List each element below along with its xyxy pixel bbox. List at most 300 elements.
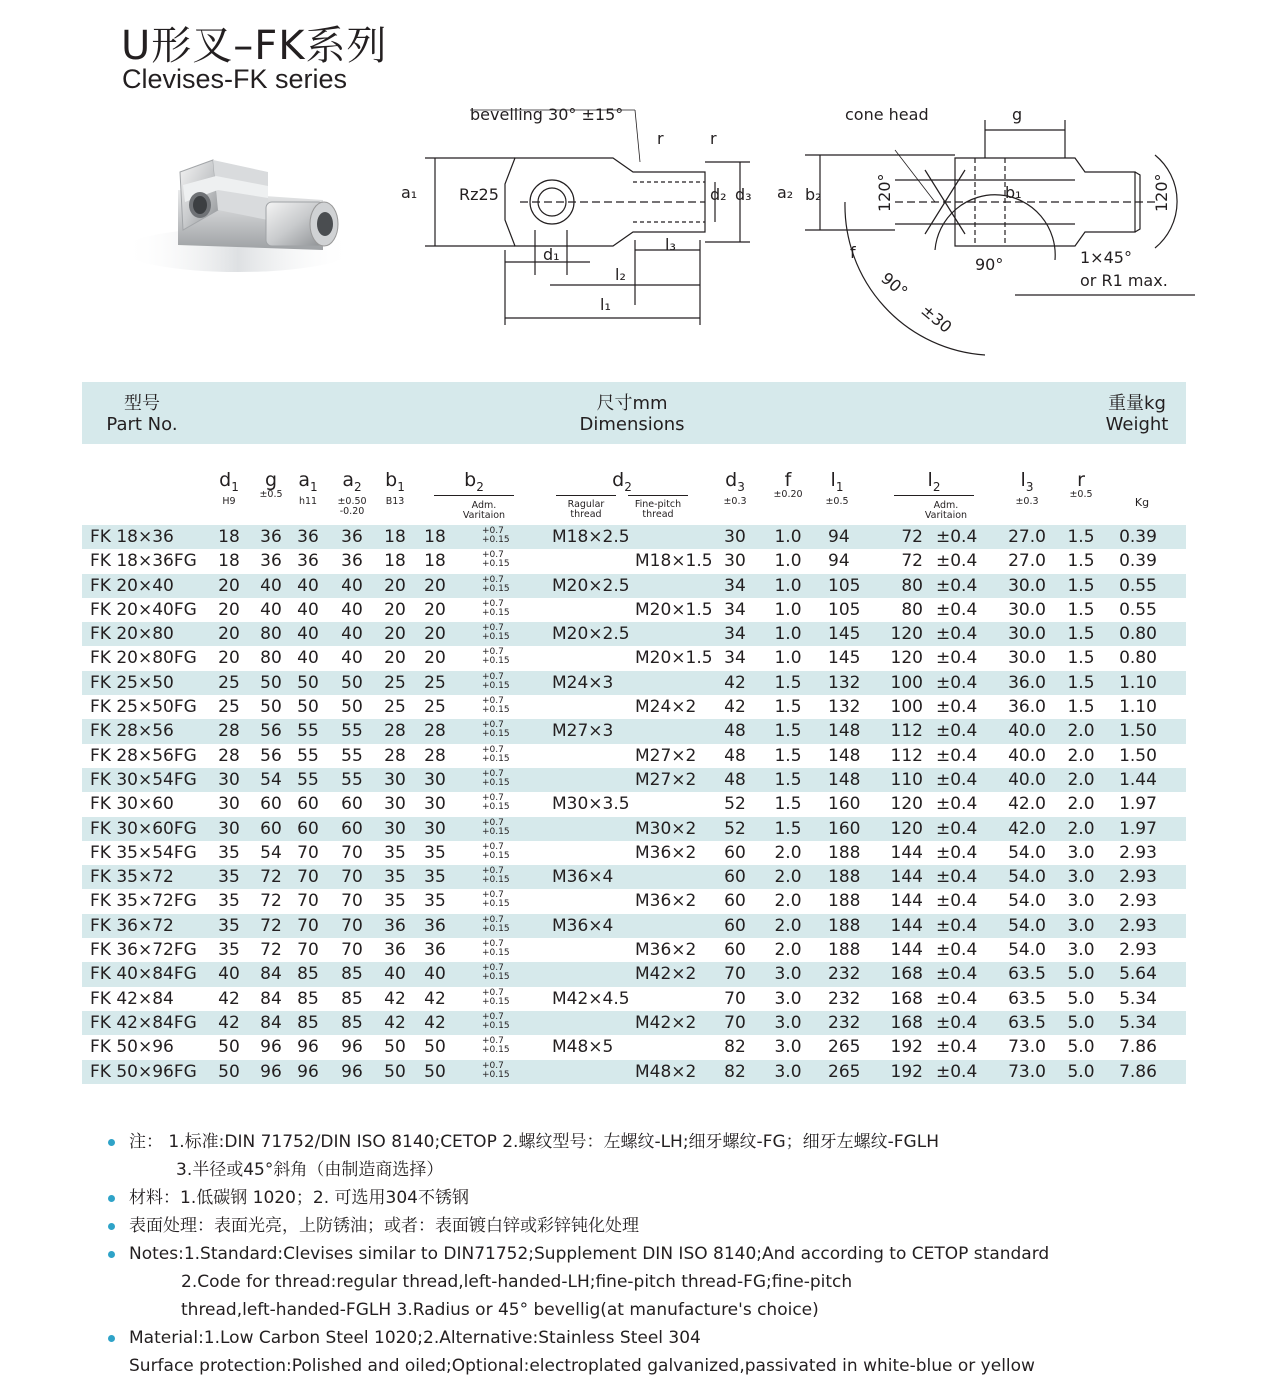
cell-b1: 50: [384, 1037, 406, 1058]
label-b2: b₂: [805, 185, 822, 204]
note-line: [108, 1268, 1208, 1296]
cell-a1: 60: [297, 794, 319, 815]
cell-a1: 55: [297, 769, 319, 790]
cell-l2tol: ±0.4: [936, 575, 978, 596]
cell-l1: 188: [828, 940, 861, 961]
cell-l2tol: ±0.4: [936, 842, 978, 863]
cell-b2-tolerance: [482, 648, 510, 666]
cell-l3: 42.0: [1008, 818, 1046, 839]
table-row: [82, 671, 1186, 695]
table-row: [82, 914, 1186, 938]
b2-tol-minus: +0.15: [482, 1020, 510, 1031]
cell-r: 2.0: [1067, 769, 1095, 790]
cell-pn: FK 30×60: [90, 794, 174, 815]
cell-f: 2.0: [774, 940, 802, 961]
cell-a1: 50: [297, 697, 319, 718]
cell-b2-tolerance: [482, 600, 510, 618]
table-row: [82, 622, 1186, 646]
cell-b2-tolerance: [482, 770, 510, 788]
cell-l3: 40.0: [1008, 769, 1046, 790]
cell-fine: M20×1.5: [635, 648, 713, 669]
label-a2: a₂: [777, 183, 794, 202]
part-no-cn: 型号: [124, 393, 160, 414]
cell-l3: 27.0: [1008, 551, 1046, 572]
cell-l2: 80: [901, 599, 923, 620]
cell-l3: 30.0: [1008, 624, 1046, 645]
cell-g: 80: [260, 648, 282, 669]
b2-tol-minus: +0.15: [482, 777, 510, 788]
cell-pn: FK 20×40: [90, 575, 174, 596]
col-a1: $a_1$ h11: [298, 469, 318, 507]
cell-d3: 48: [724, 769, 746, 790]
cell-l1: 188: [828, 867, 861, 888]
cell-kg: 1.50: [1119, 721, 1157, 742]
cell-a1: 40: [297, 599, 319, 620]
cell-f: 1.0: [774, 527, 802, 547]
b2-tol-plus: +0.7: [482, 1011, 504, 1022]
note-line: [108, 1184, 1208, 1212]
cell-b2-tolerance: [482, 576, 510, 594]
notes-section: [108, 1128, 1208, 1380]
cell-l1: 148: [828, 769, 861, 790]
cell-kg: 2.93: [1119, 891, 1157, 912]
cell-l2: 168: [890, 964, 923, 985]
cell-b2: 50: [424, 1037, 446, 1058]
cell-b2: 42: [424, 988, 446, 1009]
cell-g: 56: [260, 721, 282, 742]
cell-f: 1.5: [774, 697, 802, 718]
cell-b2-tolerance: [482, 1037, 510, 1055]
cell-l1: 105: [828, 599, 861, 620]
technical-drawing: [395, 100, 1215, 360]
cell-b2: 36: [424, 915, 446, 936]
cell-l3: 30.0: [1008, 599, 1046, 620]
cell-a2: 85: [341, 988, 363, 1009]
cell-reg: M27×3: [552, 721, 614, 742]
cell-b2-tolerance: [482, 673, 510, 691]
cell-d1: 28: [218, 745, 240, 766]
cell-fine: M18×1.5: [635, 551, 713, 572]
cell-l3: 54.0: [1008, 891, 1046, 912]
cell-d1: 35: [218, 940, 240, 961]
cell-b1: 50: [384, 1061, 406, 1082]
cell-l3: 63.5: [1008, 1012, 1046, 1033]
cell-g: 84: [260, 1012, 282, 1033]
cell-d1: 50: [218, 1061, 240, 1082]
cell-l3: 63.5: [1008, 964, 1046, 985]
cell-b2-tolerance: [482, 794, 510, 812]
cell-a2: 55: [341, 745, 363, 766]
cell-b2-tolerance: [482, 721, 510, 739]
note-text: 2.Code for thread:regular thread,left-handed-LH;fine-pitch thread-FG;fine-pitch: [181, 1272, 853, 1292]
note-text: Notes:1.Standard:Clevises similar to DIN71752;Supplement DIN ISO 8140;And according to CETOP standard: [129, 1244, 1050, 1264]
cell-pn: FK 20×80FG: [90, 648, 197, 669]
b2-tol-plus: +0.7: [482, 768, 504, 779]
cell-b2-tolerance: [482, 891, 510, 909]
cell-l2tol: ±0.4: [936, 697, 978, 718]
cell-a2: 60: [341, 794, 363, 815]
cell-d1: 30: [218, 818, 240, 839]
cell-l2: 72: [901, 551, 923, 572]
b2-tol-minus: +0.15: [482, 850, 510, 861]
cell-kg: 2.93: [1119, 842, 1157, 863]
cell-a1: 55: [297, 745, 319, 766]
cell-f: 2.0: [774, 891, 802, 912]
cell-reg: M48×5: [552, 1037, 614, 1058]
cell-g: 40: [260, 599, 282, 620]
b2-tol-minus: +0.15: [482, 656, 510, 667]
cell-f: 2.0: [774, 915, 802, 936]
table-row: [82, 1060, 1186, 1084]
label-a1: a₁: [401, 183, 418, 202]
cell-d3: 30: [724, 551, 746, 572]
cell-b1: 36: [384, 915, 406, 936]
b2-tol-plus: +0.7: [482, 914, 504, 925]
cell-d1: 25: [218, 697, 240, 718]
cell-l2: 144: [890, 842, 923, 863]
cell-b2-tolerance: [482, 1062, 510, 1080]
cell-b2-tolerance: [482, 916, 510, 934]
cell-a2: 55: [341, 721, 363, 742]
b2-tol-minus: +0.15: [482, 972, 510, 983]
cell-g: 36: [260, 527, 282, 547]
cell-l1: 232: [828, 964, 861, 985]
table-row: [82, 792, 1186, 816]
cell-l3: 73.0: [1008, 1037, 1046, 1058]
cell-l2tol: ±0.4: [936, 940, 978, 961]
cell-fine: M42×2: [635, 964, 697, 985]
cell-l3: 73.0: [1008, 1061, 1046, 1082]
cell-l2: 192: [890, 1061, 923, 1082]
cell-kg: 2.93: [1119, 867, 1157, 888]
table-row: [82, 938, 1186, 962]
cell-l3: 36.0: [1008, 672, 1046, 693]
label-chamfer-2: or R1 max.: [1080, 271, 1168, 290]
cell-b1: 30: [384, 794, 406, 815]
cell-pn: FK 50×96: [90, 1037, 174, 1058]
cell-l2tol: ±0.4: [936, 1012, 978, 1033]
cell-l2tol: ±0.4: [936, 794, 978, 815]
cell-kg: 5.34: [1119, 1012, 1157, 1033]
cell-l3: 36.0: [1008, 697, 1046, 718]
cell-b1: 20: [384, 624, 406, 645]
cell-b2: 20: [424, 599, 446, 620]
cell-pn: FK 50×96FG: [90, 1061, 197, 1082]
label-cone-head: cone head: [845, 105, 929, 124]
label-90-mid: 90°: [975, 255, 1004, 274]
cell-d3: 60: [724, 940, 746, 961]
cell-kg: 1.44: [1119, 769, 1157, 790]
b2-tol-minus: +0.15: [482, 583, 510, 594]
cell-g: 80: [260, 624, 282, 645]
cell-g: 96: [260, 1061, 282, 1082]
b2-tol-minus: +0.15: [482, 996, 510, 1007]
cell-r: 1.5: [1067, 599, 1095, 620]
cell-a1: 60: [297, 818, 319, 839]
cell-l3: 30.0: [1008, 575, 1046, 596]
cell-l2tol: ±0.4: [936, 551, 978, 572]
cell-pn: FK 30×60FG: [90, 818, 197, 839]
cell-pn: FK 42×84: [90, 988, 174, 1009]
cell-kg: 1.50: [1119, 745, 1157, 766]
cell-g: 56: [260, 745, 282, 766]
cell-r: 1.5: [1067, 551, 1095, 572]
cell-a2: 70: [341, 940, 363, 961]
cell-d3: 82: [724, 1061, 746, 1082]
cell-d1: 50: [218, 1037, 240, 1058]
cell-g: 54: [260, 769, 282, 790]
cell-l2: 120: [890, 648, 923, 669]
cell-a2: 85: [341, 1012, 363, 1033]
cell-fine: M36×2: [635, 940, 697, 961]
cell-f: 1.5: [774, 745, 802, 766]
note-line: [108, 1128, 1208, 1156]
cell-a1: 40: [297, 648, 319, 669]
note-text: 3.半径或45°斜角（由制造商选择）: [176, 1160, 444, 1180]
cell-fine: M30×2: [635, 818, 697, 839]
b2-tol-minus: +0.15: [482, 1045, 510, 1056]
cell-r: 3.0: [1067, 940, 1095, 961]
cell-d3: 52: [724, 818, 746, 839]
cell-a1: 85: [297, 988, 319, 1009]
cell-pn: FK 35×54FG: [90, 842, 197, 863]
cell-g: 40: [260, 575, 282, 596]
cell-l2tol: ±0.4: [936, 624, 978, 645]
cell-b2-tolerance: [482, 867, 510, 885]
cell-a1: 55: [297, 721, 319, 742]
cell-b2: 28: [424, 721, 446, 742]
cell-a2: 55: [341, 769, 363, 790]
cell-fine: M27×2: [635, 745, 697, 766]
cell-g: 50: [260, 697, 282, 718]
cell-r: 5.0: [1067, 1037, 1095, 1058]
note-line: [108, 1156, 1208, 1184]
cell-b2: 30: [424, 794, 446, 815]
cell-l3: 27.0: [1008, 527, 1046, 547]
b2-tol-minus: +0.15: [482, 753, 510, 764]
cell-d3: 34: [724, 575, 746, 596]
cell-b2: 25: [424, 672, 446, 693]
note-text: 表面处理：表面光亮，上防锈油；或者：表面镀白锌或彩锌钝化处理: [129, 1216, 639, 1236]
cell-d1: 20: [218, 648, 240, 669]
cell-d3: 30: [724, 527, 746, 547]
page-title-en: Clevises-FK series: [122, 64, 348, 94]
cell-r: 5.0: [1067, 964, 1095, 985]
cell-kg: 1.97: [1119, 818, 1157, 839]
cell-d3: 60: [724, 915, 746, 936]
cell-d1: 20: [218, 599, 240, 620]
cell-f: 2.0: [774, 842, 802, 863]
col-l3: $l_3$ ±0.3: [1015, 469, 1039, 507]
cell-d1: 35: [218, 867, 240, 888]
b2-tol-plus: +0.7: [482, 696, 504, 707]
cell-l2: 192: [890, 1037, 923, 1058]
b2-tol-plus: +0.7: [482, 598, 504, 609]
cell-a2: 36: [341, 527, 363, 547]
col-r: r ±0.5: [1069, 469, 1093, 500]
label-g: g: [1012, 105, 1023, 124]
cell-d1: 40: [218, 964, 240, 985]
cell-pn: FK 25×50: [90, 672, 174, 693]
cell-a2: 96: [341, 1061, 363, 1082]
label-l3: l₃: [665, 235, 676, 254]
cell-pn: FK 40×84FG: [90, 964, 197, 985]
cell-d1: 35: [218, 915, 240, 936]
cell-a1: 36: [297, 551, 319, 572]
cell-pn: FK 25×50FG: [90, 697, 197, 718]
cell-reg: M36×4: [552, 867, 614, 888]
label-d3: d₃: [735, 185, 752, 204]
col-b2: $b_2$ Adm. Varitaion: [434, 470, 514, 521]
cell-l2tol: ±0.4: [936, 964, 978, 985]
cell-a1: 96: [297, 1037, 319, 1058]
cell-pn: FK 36×72FG: [90, 940, 197, 961]
col-d2: $d_2$ Ragular thread Fine-pitch thread: [556, 470, 688, 501]
cell-d3: 48: [724, 721, 746, 742]
cell-a2: 70: [341, 867, 363, 888]
b2-tol-plus: +0.7: [482, 623, 504, 634]
cell-a2: 60: [341, 818, 363, 839]
cell-l1: 160: [828, 818, 861, 839]
col-l1: $l_1$ ±0.5: [825, 469, 849, 507]
cell-b1: 20: [384, 648, 406, 669]
cell-b2: 36: [424, 940, 446, 961]
column-symbols-header: [82, 470, 1186, 524]
cell-a2: 50: [341, 697, 363, 718]
cell-r: 1.5: [1067, 527, 1095, 547]
cell-b1: 18: [384, 527, 406, 547]
cell-kg: 0.55: [1119, 599, 1157, 620]
cell-l2: 144: [890, 891, 923, 912]
b2-tol-plus: +0.7: [482, 647, 504, 658]
b2-tol-plus: +0.7: [482, 987, 504, 998]
cell-f: 3.0: [774, 964, 802, 985]
table-row: [82, 744, 1186, 768]
cell-a2: 96: [341, 1037, 363, 1058]
table-row: [82, 817, 1186, 841]
bullet-icon: [108, 1195, 115, 1202]
cell-d1: 25: [218, 672, 240, 693]
cell-b2-tolerance: [482, 746, 510, 764]
cell-b2-tolerance: [482, 964, 510, 982]
cell-b2: 40: [424, 964, 446, 985]
cell-r: 1.5: [1067, 697, 1095, 718]
cell-b1: 35: [384, 891, 406, 912]
label-d2: d₂: [710, 185, 727, 204]
cell-d3: 60: [724, 891, 746, 912]
table-header-band: [82, 382, 1186, 444]
col-b1: $b_1$ B13: [385, 469, 405, 507]
cell-r: 5.0: [1067, 988, 1095, 1009]
dimensions-en: Dimensions: [579, 414, 685, 435]
cell-b2: 18: [424, 551, 446, 572]
cell-l2tol: ±0.4: [936, 1061, 978, 1082]
cell-d3: 34: [724, 624, 746, 645]
b2-tol-minus: +0.15: [482, 729, 510, 740]
label-chamfer-1: 1×45°: [1080, 248, 1132, 267]
table-row: [82, 574, 1186, 598]
cell-l1: 265: [828, 1061, 861, 1082]
part-no-en: Part No.: [106, 414, 178, 435]
cell-l2: 120: [890, 624, 923, 645]
cell-l2tol: ±0.4: [936, 769, 978, 790]
cell-g: 72: [260, 891, 282, 912]
b2-tol-plus: +0.7: [482, 550, 504, 561]
cell-g: 60: [260, 794, 282, 815]
col-kg: Kg: [1134, 496, 1150, 509]
cell-pn: FK 20×40FG: [90, 599, 197, 620]
cell-d1: 20: [218, 624, 240, 645]
cell-l1: 94: [828, 527, 850, 547]
table-row: [82, 889, 1186, 913]
cell-d1: 35: [218, 842, 240, 863]
b2-tol-plus: +0.7: [482, 963, 504, 974]
cell-a1: 70: [297, 915, 319, 936]
cell-b2: 35: [424, 867, 446, 888]
cell-b2: 42: [424, 1012, 446, 1033]
cell-b1: 28: [384, 721, 406, 742]
cell-l2: 120: [890, 794, 923, 815]
cell-f: 3.0: [774, 1012, 802, 1033]
label-r1: r: [657, 129, 664, 148]
b2-tol-plus: +0.7: [482, 744, 504, 755]
cell-l1: 105: [828, 575, 861, 596]
cell-a2: 70: [341, 891, 363, 912]
note-text: Material:1.Low Carbon Steel 1020;2.Alternative:Stainless Steel 304: [129, 1328, 701, 1348]
cell-b2: 30: [424, 769, 446, 790]
cell-l2: 100: [890, 672, 923, 693]
cell-b2-tolerance: [482, 940, 510, 958]
cell-g: 72: [260, 915, 282, 936]
cell-a1: 70: [297, 867, 319, 888]
cell-l1: 94: [828, 551, 850, 572]
cell-g: 72: [260, 867, 282, 888]
cell-r: 3.0: [1067, 891, 1095, 912]
bullet-icon: [108, 1223, 115, 1230]
cell-l2: 144: [890, 915, 923, 936]
cell-l2tol: ±0.4: [936, 891, 978, 912]
cell-d1: 35: [218, 891, 240, 912]
cell-d1: 18: [218, 551, 240, 572]
cell-a2: 36: [341, 551, 363, 572]
cell-kg: 5.34: [1119, 988, 1157, 1009]
cell-d3: 48: [724, 745, 746, 766]
cell-g: 96: [260, 1037, 282, 1058]
cell-g: 72: [260, 940, 282, 961]
cell-d1: 30: [218, 769, 240, 790]
cell-kg: 5.64: [1119, 964, 1157, 985]
b2-tol-plus: +0.7: [482, 793, 504, 804]
cell-l2: 112: [890, 745, 923, 766]
cell-f: 1.0: [774, 599, 802, 620]
cell-b2-tolerance: [482, 989, 510, 1007]
cell-l2tol: ±0.4: [936, 867, 978, 888]
cell-l2: 168: [890, 988, 923, 1009]
cell-l2: 120: [890, 818, 923, 839]
cell-l2tol: ±0.4: [936, 818, 978, 839]
cell-r: 2.0: [1067, 721, 1095, 742]
label-90-left: 90°: [877, 268, 912, 302]
cell-l3: 54.0: [1008, 867, 1046, 888]
cell-d3: 34: [724, 599, 746, 620]
cell-l1: 145: [828, 624, 861, 645]
cell-l2tol: ±0.4: [936, 745, 978, 766]
cell-l3: 40.0: [1008, 745, 1046, 766]
cell-d3: 60: [724, 867, 746, 888]
cell-pn: FK 35×72FG: [90, 891, 197, 912]
cell-kg: 0.39: [1119, 527, 1157, 547]
label-r2: r: [710, 129, 717, 148]
